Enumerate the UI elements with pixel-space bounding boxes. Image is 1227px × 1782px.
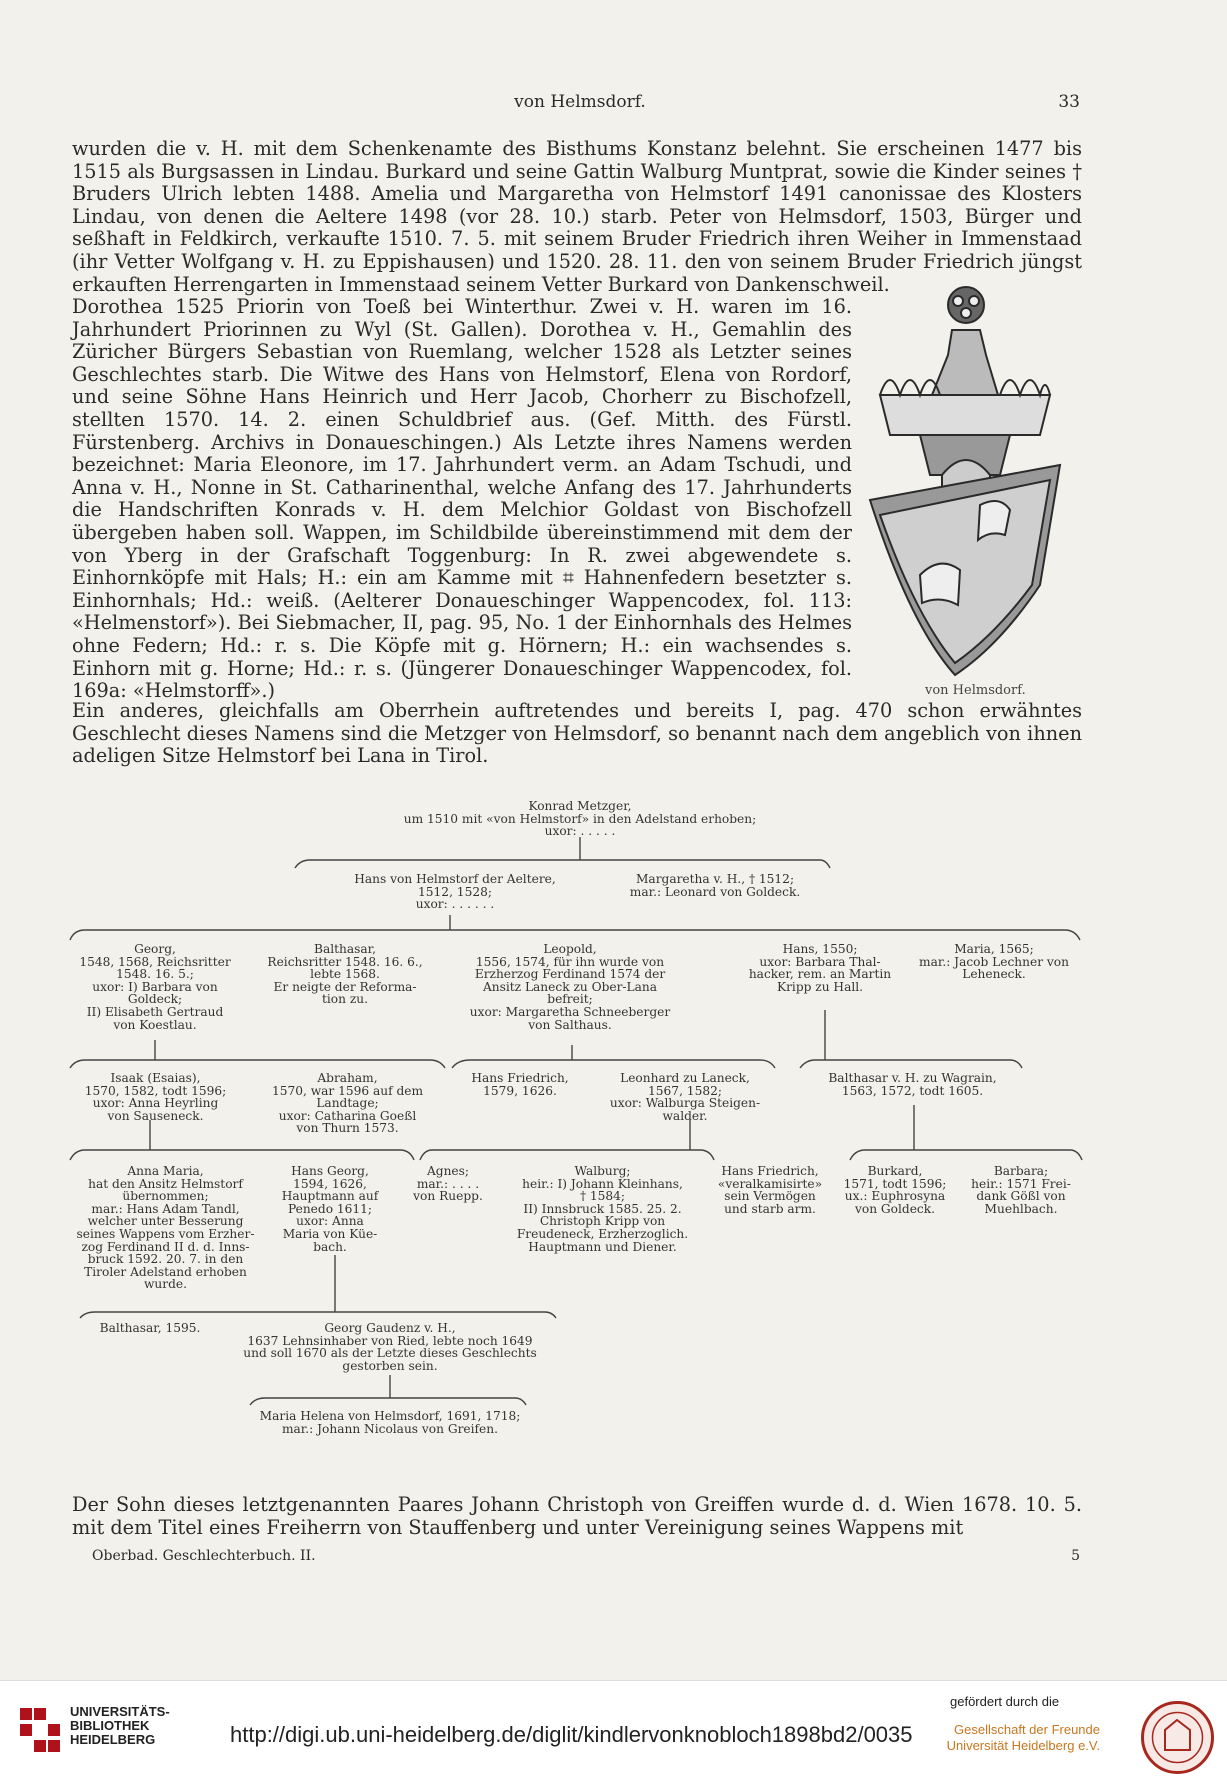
footer-book: Oberbad. Geschlechterbuch. II. (92, 1548, 316, 1564)
tree-person: Georg, 1548, 1568, Reichsritter 1548. 16. 5.; uxor: I) Barbara von Goldeck; II) Elisabeth Gertraud von Koestlau. (79, 942, 231, 1032)
tree-person: Hans Georg, 1594, 1626, Hauptmann auf Penedo 1611; uxor: Anna Maria von Küe- bach. (281, 1164, 379, 1254)
permalink-url[interactable]: http://digi.ub.uni-heidelberg.de/diglit/kindlervonknobloch1898bd2/0035 (230, 1722, 913, 1747)
tree-person: Anna Maria, hat den Ansitz Helmstorf übernommen; mar.: Hans Adam Tandl, welcher unter Besserung seines Wappens vom Erzher- zog Ferdinand II d. d. Inns- bruck 1592. 20. 7. in den Tiroler Adelstand erhoben wurde. (76, 1164, 255, 1292)
tree-person: Barbara; heir.: 1571 Frei- dank Gößl von Muehlbach. (971, 1164, 1071, 1216)
library-logo-icon (18, 1706, 62, 1756)
tree-person: Georg Gaudenz v. H., 1637 Lehnsinhaber von Ried, lebte noch 1649 und soll 1670 als der Letzte dieses Geschlechts gestorben sein. (243, 1321, 537, 1373)
tree-person: Balthasar v. H. zu Wagrain, 1563, 1572, todt 1605. (828, 1071, 997, 1098)
paragraph-1: wurden die v. H. mit dem Schenkenamte des Bisthums Konstanz belehnt. Sie erscheinen 1477 bis 1515 als Burgsassen in Lindau. Burkard und seine Gattin Walburg Muntprat, sowie die Kinder seines † Bruders Ulrich lebten 1488. Amelia und Margaretha von Helmstorf 1491 canonissae des Klosters Lindau, von denen die Aeltere 1498 (vor 28. 10.) starb. Peter von Helmsdorf, 1503, Bürger und seßhaft in Feldkirch, verkaufte 1510. 7. 5. mit seinem Bruder Friedrich ihren Weiher in Immenstaad (ihr Vetter Wolfgang v. H. zu Eppishausen) und 1520. 28. 11. den von seinem Bruder Friedrich jüngst erkauften Herrengarten in Immenstaad seinem Vetter Burkard von Dankenschweil. (72, 137, 1082, 296)
society-name: Gesellschaft der Freunde Universität Heidelberg e.V. (946, 1722, 1100, 1753)
paragraph-1-continued: Dorothea 1525 Priorin von Toeß bei Winterthur. Zwei v. H. waren im 16. Jahrhundert Priorinnen zu Wyl (St. Gallen). Dorothea v. H., Gemahlin des Züricher Bürgers Sebastian von Ruemlang, welcher 1528 als Letzter seines Geschlechtes starb. Die Witwe des Hans von Helmstorf, Elena von Rordorf, und seine Söhne Hans Heinrich und Herr Jacob, Chorherr zu Bischofzell, stellten 1570. 14. 2. einen Schuldbrief aus. (Gef. Mitth. des Fürstl. Fürstenberg. Archivs in Donaueschingen.) Als Letzte ihres Namens werden bezeichnet: Maria Eleonore, im 17. Jahrhundert verm. an Adam Tschudi, und Anna v. H., Nonne in St. Catharinenthal, welche Anfang des 17. Jahrhunderts die Handschriften Konrads v. H. dem Melchior Goldast von Bischofzell übergeben haben soll. Wappen, im Schildbilde übereinstimmend mit dem der von Yberg in der Grafschaft Toggenburg: In R. zwei abgewendete s. Einhornköpfe mit Hals; H.: ein am Kamme mit ⌗ Hahnenfedern besetzter s. Einhornhals; Hd.: weiß. (Aelterer Donaueschinger Wappencodex, fol. 113: «Helmenstorf»). Bei Siebmacher, II, pag. 95, No. 1 der Einhornhals des Helmes ohne Federn; Hd.: r. s. Die Köpfe mit g. Hörnern; H.: ein wachsendes s. Einhorn mit g. Horne; Hd.: r. s. (Jüngerer Donaueschinger Wappencodex, fol. 169a: «Helmstorff».) (72, 295, 852, 703)
final-paragraph: Der Sohn dieses letztgenannten Paares Johann Christoph von Greiffen wurde d. d. Wien 1678. 10. 5. mit dem Titel eines Freiherrn von Stauffenberg und unter Vereinigung seines Wappens mit (72, 1493, 1082, 1539)
tree-person: Balthasar, Reichsritter 1548. 16. 6., lebte 1568. Er neigte der Reforma- tion zu. (267, 942, 423, 1007)
tree-person: Hans von Helmstorf der Aeltere, 1512, 1528; uxor: . . . . . . (354, 872, 556, 912)
tree-person: Abraham, 1570, war 1596 auf dem Landtage; uxor: Catharina Goeßl von Thurn 1573. (271, 1071, 424, 1136)
tree-person: Maria Helena von Helmsdorf, 1691, 1718; mar.: Johann Nicolaus von Greifen. (259, 1409, 521, 1436)
running-title: von Helmsdorf. (514, 92, 646, 112)
tree-person: Agnes; mar.: . . . . von Ruepp. (413, 1164, 483, 1204)
tree-person: Hans Friedrich, «veralkamisirte» sein Vermögen und starb arm. (717, 1164, 823, 1216)
tree-person: Burkard, 1571, todt 1596; ux.: Euphrosyna von Goldeck. (843, 1164, 947, 1216)
paragraph-2: Ein anderes, gleichfalls am Oberrhein auftretendes und bereits I, pag. 470 schon erwähntes Geschlecht dieses Namens sind die Metzger von Helmsdorf, so benannt nach dem angeblich von ihnen adeligen Sitze Helmstorf bei Lana in Tirol. (72, 699, 1082, 768)
footer-signature: 5 (1071, 1548, 1080, 1564)
tree-person: Leopold, 1556, 1574, für ihn wurde von Erzherzog Ferdinand 1574 der Ansitz Laneck zu Ober-Lana befreit; uxor: Margaretha Schneeberger von Salthaus. (469, 942, 671, 1032)
tree-person: Hans Friedrich, 1579, 1626. (471, 1071, 569, 1098)
tree-person: Isaak (Esaias), 1570, 1582, todt 1596; uxor: Anna Heyrling von Sauseneck. (84, 1071, 227, 1123)
crest-caption: von Helmsdorf. (925, 683, 1026, 698)
tree-person: Hans, 1550; uxor: Barbara Thal- hacker, rem. an Martin Kripp zu Hall. (748, 942, 892, 994)
page-number: 33 (1058, 92, 1080, 112)
society-seal-icon (1140, 1700, 1215, 1775)
tree-person: Balthasar, 1595. (99, 1321, 201, 1335)
tree-root: Konrad Metzger, um 1510 mit «von Helmstorf» in den Adelstand erhoben; uxor: . . . . . (403, 799, 757, 839)
tree-person: Walburg; heir.: I) Johann Kleinhans, † 1584; II) Innsbruck 1585. 25. 2. Christoph Kripp von Freudeneck, Erzherzoglich. Hauptmann und Diener. (516, 1164, 689, 1254)
tree-person: Maria, 1565; mar.: Jacob Lechner von Leheneck. (919, 942, 1069, 982)
tree-person: Leonhard zu Laneck, 1567, 1582; uxor: Walburga Steigen- walder. (609, 1071, 761, 1123)
sponsor-label: gefördert durch die (950, 1694, 1060, 1709)
tree-person: Margaretha v. H., † 1512; mar.: Leonard von Goldeck. (629, 872, 801, 899)
library-name: UNIVERSITÄTS- BIBLIOTHEK HEIDELBERG (70, 1704, 170, 1747)
